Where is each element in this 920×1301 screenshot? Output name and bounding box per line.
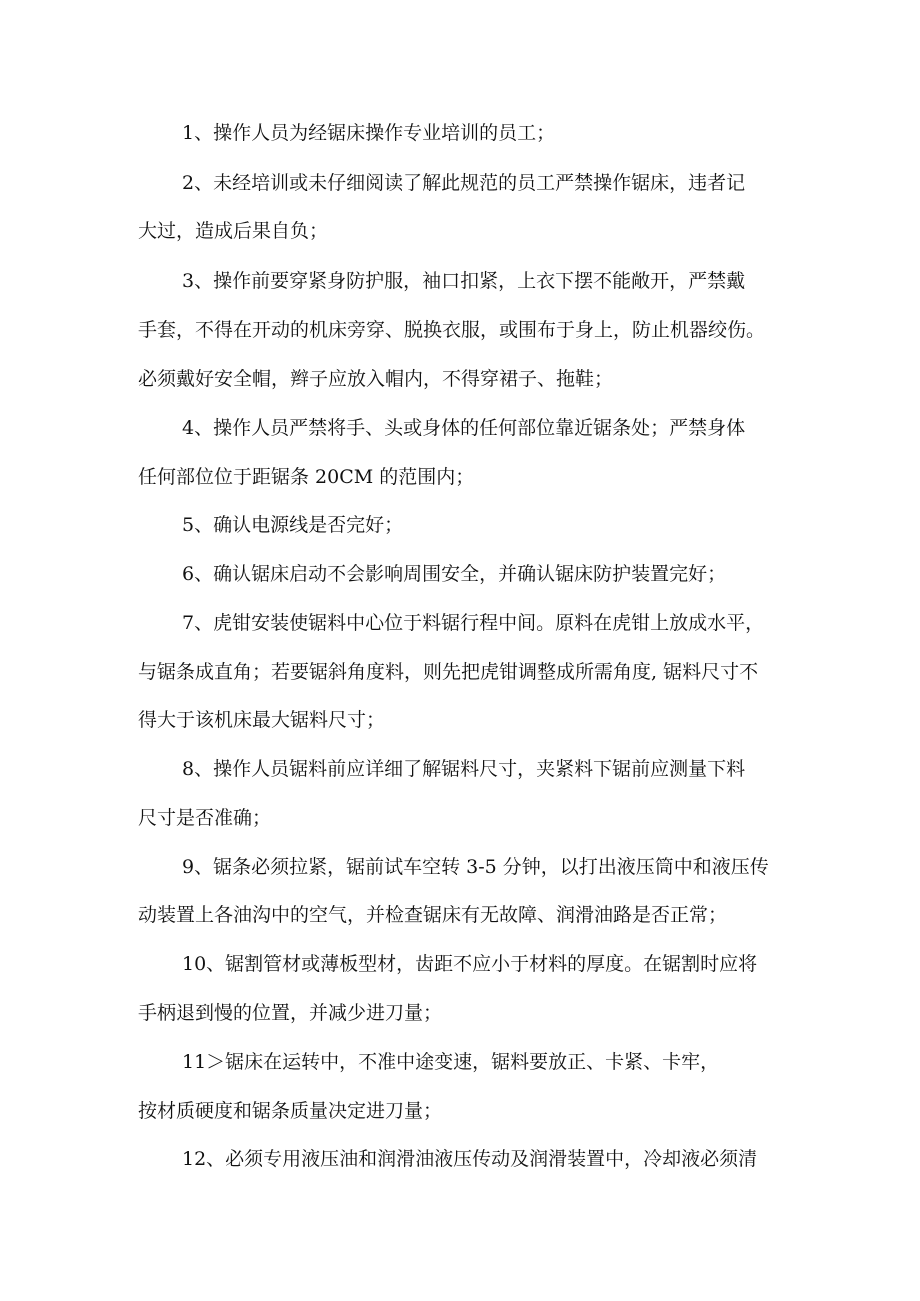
text-line: 10、锯割管材或薄板型材，齿距不应小于材料的厚度。在锯割时应将 [182, 953, 758, 975]
text-line: 按材质硬度和锯条质量决定进刀量； [138, 1100, 443, 1122]
text-line: 手柄退到慢的位置，并减少进刀量； [138, 1002, 443, 1024]
text-line: 3、操作前要穿紧身防护服，袖口扣紧，上衣下摆不能敞开，严禁戴 [182, 270, 746, 292]
text-line: 必须戴好安全帽，辫子应放入帽内，不得穿裙子、拖鞋； [138, 368, 614, 390]
text-line: 大过，造成后果自负； [138, 220, 329, 242]
text-line: 与锯条成直角；若要锯斜角度料，则先把虎钳调整成所需角度, 锯料尺寸不 [138, 661, 759, 683]
text-line: 5、确认电源线是否完好； [182, 514, 404, 536]
text-line: 1、操作人员为经锯床操作专业培训的员工； [182, 122, 556, 144]
text-line: 11＞锯床在运转中，不准中途变速，锯料要放正、卡紧、卡牢， [182, 1051, 720, 1073]
text-line: 手套，不得在开动的机床旁穿、脱换衣服，或围布于身上，防止机器绞伤。 [138, 319, 766, 341]
text-line: 得大于该机床最大锯料尺寸； [138, 709, 386, 731]
text-line: 尺寸是否准确； [138, 807, 272, 829]
text-line: 6、确认锯床启动不会影响周围安全，并确认锯床防护装置完好； [182, 563, 727, 585]
text-line: 动装置上各油沟中的空气，并检查锯床有无故障、润滑油路是否正常； [138, 904, 728, 926]
text-line: 2、未经培训或未仔细阅读了解此规范的员工严禁操作锯床，违者记 [182, 172, 746, 194]
text-line: 9、锯条必须拉紧，锯前试车空转 3-5 分钟，以打出液压筒中和液压传 [182, 856, 769, 878]
text-line: 7、虎钳安装使锯料中心位于料锯行程中间。原料在虎钳上放成水平， [182, 612, 765, 634]
text-line: 8、操作人员锯料前应详细了解锯料尺寸，夹紧料下锯前应测量下料 [182, 758, 746, 780]
text-line: 12、必须专用液压油和润滑油液压传动及润滑装置中，冷却液必须清 [182, 1148, 758, 1170]
text-line: 4、操作人员严禁将手、头或身体的任何部位靠近锯条处；严禁身体 [182, 417, 746, 439]
text-line: 任何部位位于距锯条 20CM 的范围内； [138, 466, 475, 488]
